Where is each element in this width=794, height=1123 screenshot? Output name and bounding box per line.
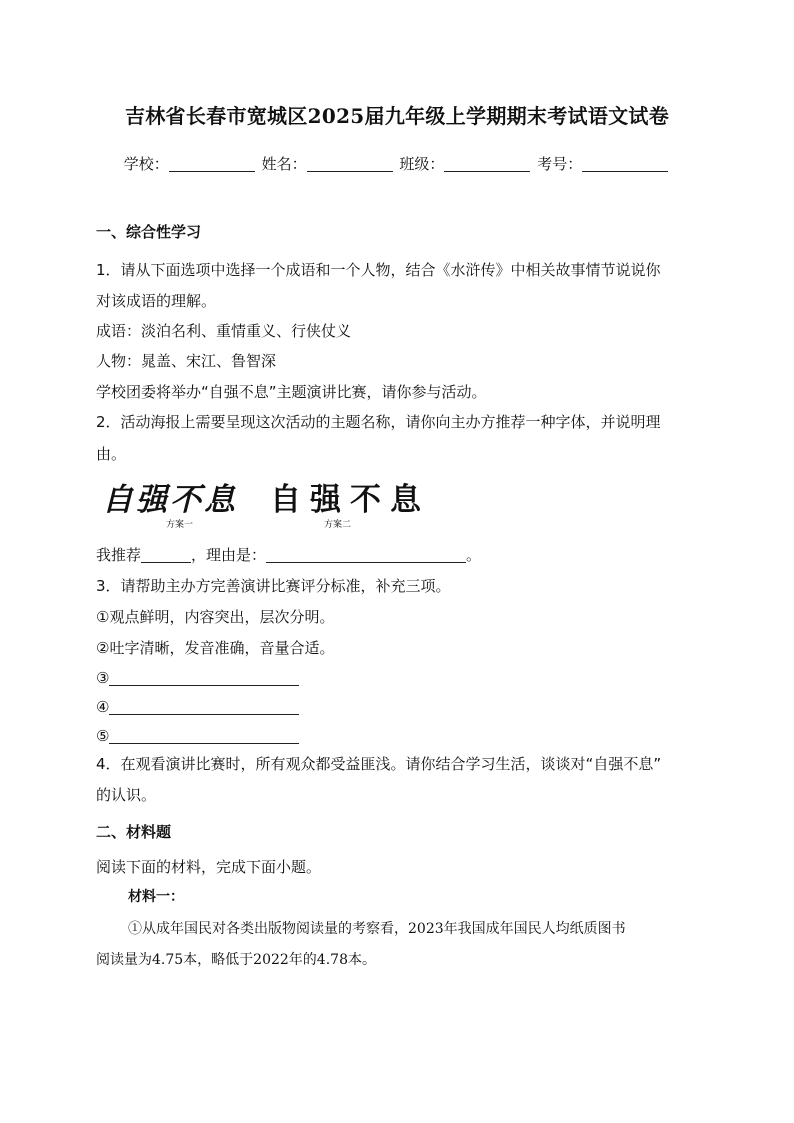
class-blank[interactable] bbox=[444, 157, 530, 172]
criteria-5-row bbox=[96, 726, 299, 746]
recommend-prefix: 我推荐 bbox=[96, 546, 142, 564]
recommend-end: 。 bbox=[466, 546, 482, 564]
question3: 3．请帮助主办方完善演讲比赛评分标准，补充三项。 bbox=[96, 577, 451, 595]
character-options: 人物：晁盖、宋江、鲁智深 bbox=[96, 352, 277, 370]
font-caption-1: 方案一 bbox=[166, 520, 194, 530]
question2-line2: 由。 bbox=[96, 445, 127, 463]
material-1-title: 材料一： bbox=[128, 889, 184, 905]
criteria-3-blank[interactable] bbox=[109, 671, 299, 686]
school-label: 学校： bbox=[123, 155, 169, 173]
criteria-3-row bbox=[96, 668, 299, 688]
criteria-5-blank[interactable] bbox=[109, 729, 299, 744]
criteria-1: ①观点鲜明，内容突出，层次分明。 bbox=[96, 608, 335, 626]
font-sample-option-1: 自强不息 bbox=[102, 482, 238, 518]
idiom-options: 成语：淡泊名利、重情重义、行侠仗义 bbox=[96, 322, 352, 340]
exam-number-blank[interactable] bbox=[582, 157, 668, 172]
question1-line1: 1．请从下面选项中选择一个成语和一个人物，结合《水浒传》中相关故事情节说说你 bbox=[96, 261, 661, 279]
exam-title: 吉林省长春市宽城区2025届九年级上学期期末考试语文试卷 bbox=[124, 104, 670, 128]
font-sample-option-2: 自强不息 bbox=[270, 482, 430, 518]
criteria-4-blank[interactable] bbox=[109, 700, 299, 715]
recommend-mid: ，理由是： bbox=[191, 546, 267, 564]
name-blank[interactable] bbox=[307, 157, 393, 172]
criteria-4-row bbox=[96, 697, 299, 717]
activity-intro: 学校团委将举办“自强不息”主题演讲比赛，请你参与活动。 bbox=[96, 383, 487, 401]
exam-number-label: 考号： bbox=[537, 155, 583, 173]
section2-instruction: 阅读下面的材料，完成下面小题。 bbox=[96, 858, 322, 876]
question2-line1: 2．活动海报上需要呈现这次活动的主题名称，请你向主办方推荐一种字体，并说明理 bbox=[96, 413, 661, 431]
font-caption-2: 方案二 bbox=[324, 520, 352, 530]
question1-line2: 对该成语的理解。 bbox=[96, 292, 217, 310]
criteria-4-number: ④ bbox=[96, 698, 110, 716]
section2-heading: 二、材料题 bbox=[96, 823, 172, 841]
recommend-line bbox=[96, 545, 481, 565]
question4-line1: 4．在观看演讲比赛时，所有观众都受益匪浅。请你结合学习生活，谈谈对“自强不息” bbox=[96, 755, 662, 773]
student-info-row bbox=[0, 153, 794, 174]
class-label: 班级： bbox=[399, 155, 445, 173]
school-blank[interactable] bbox=[169, 157, 255, 172]
reason-blank[interactable] bbox=[266, 548, 466, 563]
name-label: 姓名： bbox=[261, 155, 307, 173]
criteria-2: ②吐字清晰，发音准确，音量合适。 bbox=[96, 639, 335, 657]
question4-line2: 的认识。 bbox=[96, 786, 157, 804]
material-1-para-line1: ①从成年国民对各类出版物阅读量的考察看，2023年我国成年国民人均纸质图书 bbox=[128, 921, 626, 937]
criteria-3-number: ③ bbox=[96, 669, 110, 687]
section1-heading: 一、综合性学习 bbox=[96, 223, 202, 241]
material-1-para-line2: 阅读量为4.75本，略低于2022年的4.78本。 bbox=[96, 952, 376, 968]
recommend-blank[interactable] bbox=[141, 548, 191, 563]
criteria-5-number: ⑤ bbox=[96, 727, 110, 745]
